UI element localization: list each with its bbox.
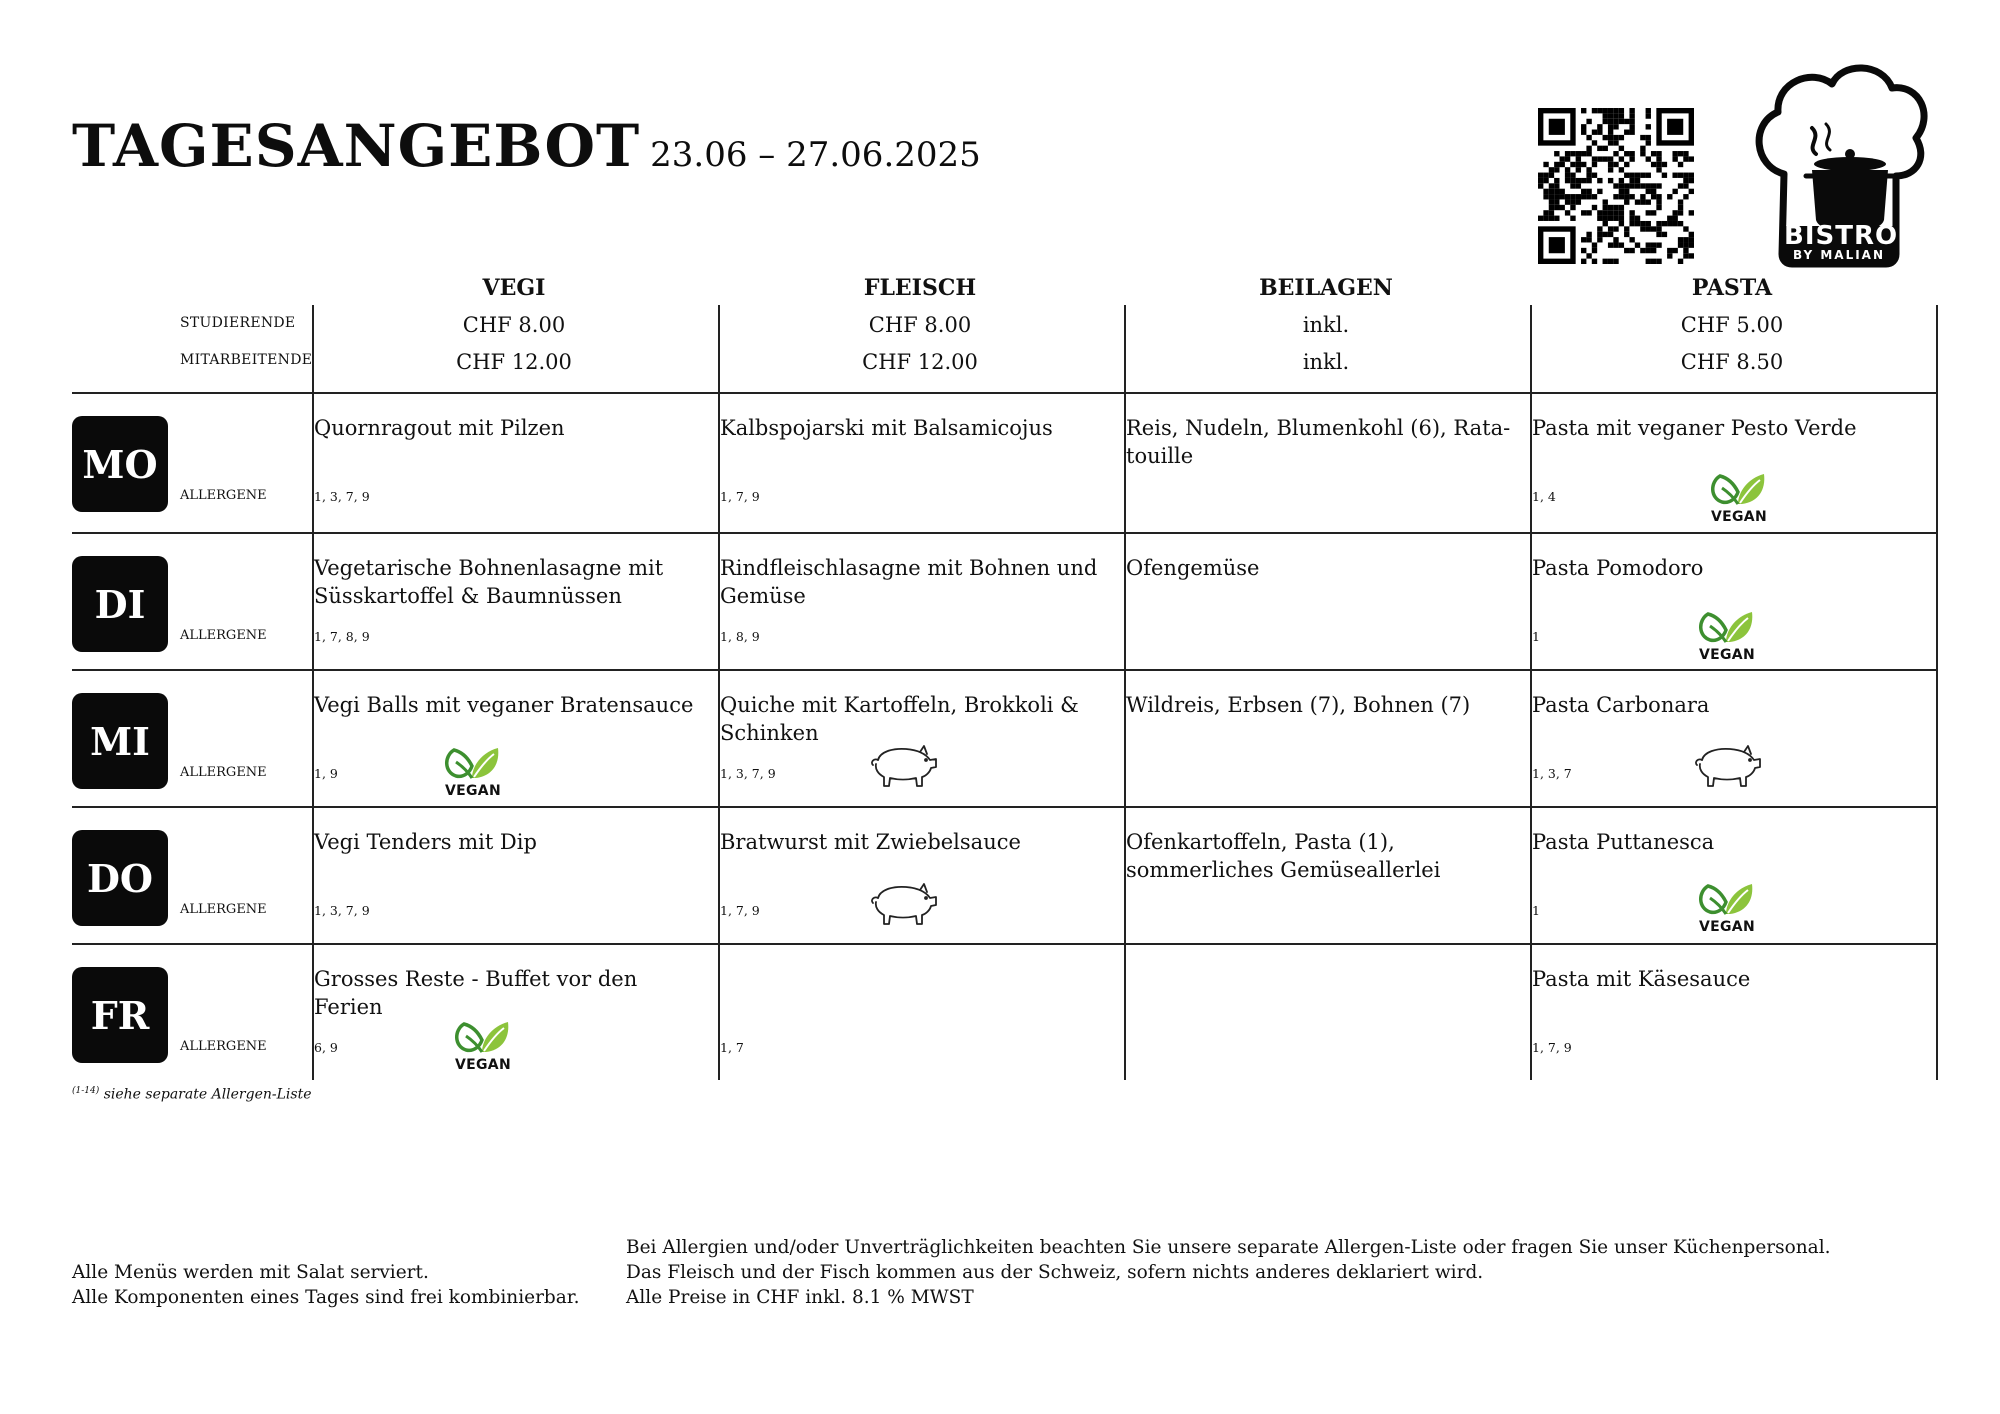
dish-name: Quornragout mit Pilzen [314,416,565,440]
allergene-label: ALLERGENE [180,488,267,503]
dish-allergens: 1, 7, 9 [1532,1040,1572,1055]
dish-name: Bratwurst mit Zwiebelsauce [720,830,1021,854]
footer-left-line: Alle Komponenten eines Tages sind frei kombinierbar. [72,1287,580,1308]
dish-name: Vegetarische Bohnenlasagne mit Süsskartoffel & Baumnüssen [314,556,664,608]
vegan-label: VEGAN [1699,919,1755,935]
vegan-leaf-icon [442,744,504,782]
dish-name: Pasta Pomodoro [1532,556,1704,580]
vegan-label: VEGAN [1699,647,1755,663]
footer-right-line: Das Fleisch und der Fisch kommen aus der Schweiz, sofern nichts anderes deklariert wird. [626,1262,1484,1283]
vegan-leaf-icon [1696,608,1758,646]
vegan-badge [442,744,504,802]
row-divider [72,943,1938,945]
dish-name: Pasta mit Käsesauce [1532,967,1751,991]
dish-allergens: 6, 9 [314,1040,338,1055]
dish-name: Ofenkartoffeln, Pasta (1), sommerliches Gemüseallerlei [1126,830,1441,882]
row-divider [72,669,1938,671]
vegan-badge [1696,608,1758,666]
vegan-leaf-icon [1708,470,1770,508]
label-studierende: STUDIERENDE [180,315,296,331]
footnote-range: (1-14) [72,1086,100,1096]
allergen-footnote [72,1082,312,1104]
page-title [72,112,981,189]
dish-allergens: 1, 3, 7, 9 [314,489,370,504]
column-header: PASTA [1691,275,1773,301]
price-studierende: CHF 5.00 [1680,313,1784,337]
dish-name: Reis, Nudeln, Blumenkohl (6), Rata-touille [1126,416,1511,468]
vegan-leaf-icon [1696,880,1758,918]
dish-name: Vegi Tenders mit Dip [314,830,537,854]
column-header: FLEISCH [863,275,977,301]
vegan-badge [1696,880,1758,938]
row-divider [72,532,1938,534]
vegan-label: VEGAN [1711,509,1767,525]
dish-allergens: 1 [1532,903,1540,918]
price-studierende: CHF 8.00 [868,313,972,337]
logo-by: BY MALIAN [1792,248,1886,262]
pig-icon [1688,742,1764,792]
dish-allergens: 1, 7, 9 [720,903,760,918]
dish-name: Quiche mit Kartoffeln, Brokkoli & Schinken [720,693,1079,745]
dish-allergens: 1, 7 [720,1040,744,1055]
price-studierende: CHF 8.00 [462,313,566,337]
footer-left-line: Alle Menüs werden mit Salat serviert. [72,1262,429,1283]
price-mitarbeitende: inkl. [1302,350,1350,374]
day-badge: MI [72,693,168,789]
vegan-label: VEGAN [445,783,501,799]
footer-left [72,1260,580,1310]
vegan-badge [1708,470,1770,528]
dish-allergens: 1, 3, 7, 9 [720,766,776,781]
dish-allergens: 1, 4 [1532,489,1556,504]
vegan-badge [452,1018,514,1076]
day-badge: MO [72,416,168,512]
row-divider [72,806,1938,808]
dish-name: Vegi Balls mit veganer Bratensauce [314,693,694,717]
day-badge: FR [72,967,168,1063]
price-mitarbeitende: CHF 8.50 [1680,350,1784,374]
pig-icon [864,742,940,792]
column-header: VEGI [482,275,546,301]
day-badge: DO [72,830,168,926]
dish-name: Pasta mit veganer Pesto Verde [1532,416,1857,440]
dish-allergens: 1, 7, 8, 9 [314,629,370,644]
dish-name: Wildreis, Erbsen (7), Bohnen (7) [1126,693,1471,717]
dish-allergens: 1, 3, 7 [1532,766,1572,781]
footer-right-line: Alle Preise in CHF inkl. 8.1 % MWST [626,1287,974,1308]
title-text: TAGESANGEBOT [72,112,641,180]
allergene-label: ALLERGENE [180,902,267,917]
dish-allergens: 1, 7, 9 [720,489,760,504]
bistro-logo [1746,54,1932,270]
dish-name: Kalbspojarski mit Balsamicojus [720,416,1053,440]
column-header: BEILAGEN [1259,275,1393,301]
dish-name: Grosses Reste - Buffet vor den Ferien [314,967,638,1019]
allergene-label: ALLERGENE [180,628,267,643]
vegan-leaf-icon [452,1018,514,1056]
logo-name: BISTRO [1784,221,1899,251]
column-divider [1936,305,1938,1080]
footnote-text: siehe separate Allergen-Liste [103,1086,312,1103]
dish-name: Rindfleischlasagne mit Bohnen und Gemüse [720,556,1098,608]
dish-allergens: 1, 3, 7, 9 [314,903,370,918]
row-divider [72,392,1938,394]
price-mitarbeitende: CHF 12.00 [456,350,572,374]
qr-code-icon [1538,108,1694,264]
dish-name: Pasta Puttanesca [1532,830,1715,854]
dish-allergens: 1, 8, 9 [720,629,760,644]
dish-allergens: 1, 9 [314,766,338,781]
price-mitarbeitende: CHF 12.00 [862,350,978,374]
day-badge: DI [72,556,168,652]
footer-right [626,1235,1831,1310]
label-mitarbeitende: MITARBEITENDE [180,352,313,368]
dish-name: Ofengemüse [1126,556,1260,580]
footer-right-line: Bei Allergien und/oder Unverträglichkeiten beachten Sie unsere separate Allergen-Liste oder fragen Sie unser Küchenpersonal. [626,1237,1831,1258]
dish-name: Pasta Carbonara [1532,693,1710,717]
pig-icon [864,880,940,930]
dish-allergens: 1 [1532,629,1540,644]
allergene-label: ALLERGENE [180,1039,267,1054]
price-studierende: inkl. [1302,313,1350,337]
date-range: 23.06 – 27.06.2025 [650,135,981,175]
vegan-label: VEGAN [455,1057,511,1073]
allergene-label: ALLERGENE [180,765,267,780]
